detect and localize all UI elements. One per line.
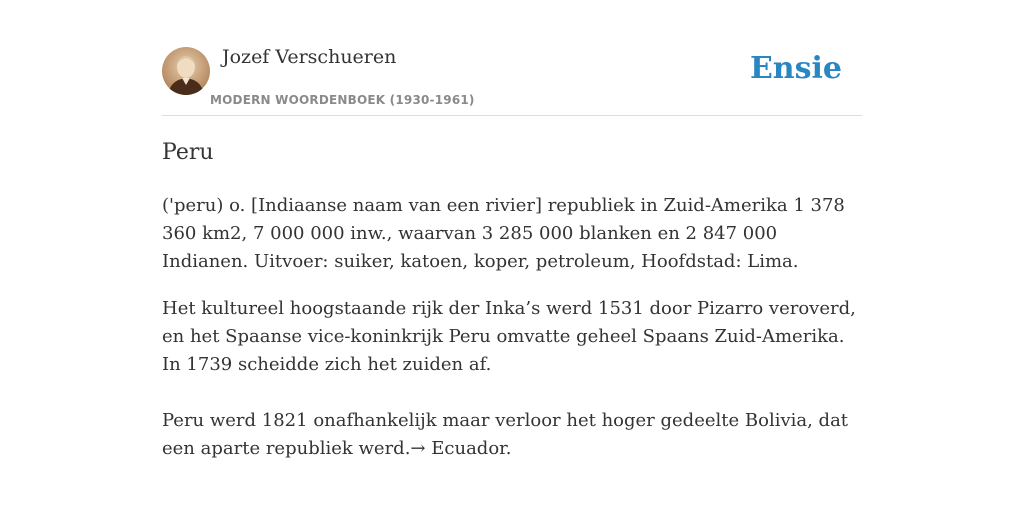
author-avatar[interactable] [162, 47, 210, 95]
see-also-arrow: → [410, 438, 426, 459]
ensie-logo[interactable]: Ensie [749, 51, 842, 86]
author-portrait-icon [162, 47, 210, 95]
see-also-link-ecuador[interactable]: Ecuador. [431, 438, 512, 459]
entry-body [162, 192, 868, 482]
history-paragraph: Het kultureel hoogstaande rijk der Inka’s werd 1531 door Pizarro veroverd, en het Spaanse vice-koninkrijk Peru omvatte geheel Spaans Zuid-Amerika. In 1739 scheidde zich het zuiden af. [162, 298, 856, 375]
independence-paragraph [162, 407, 868, 463]
definition-paragraph: ('peru) o. [Indiaanse naam van een rivier] republiek in Zuid-Amerika 1 378 360 km2, 7 000 000 inw., waarvan 3 285 000 blanken en 2 847 000 Indianen. Uitvoer: suiker, katoen, koper, petroleum, Hoofdstad: Lima. [162, 195, 845, 272]
author-name[interactable]: Jozef Verschueren [222, 46, 397, 68]
header-divider [162, 115, 862, 116]
dictionary-name[interactable]: MODERN WOORDENBOEK (1930-1961) [210, 93, 475, 107]
entry-title: Peru [162, 140, 214, 165]
independence-text: Peru werd 1821 onafhankelijk maar verloor het hoger gedeelte Bolivia, dat een aparte republiek werd. [162, 410, 849, 459]
